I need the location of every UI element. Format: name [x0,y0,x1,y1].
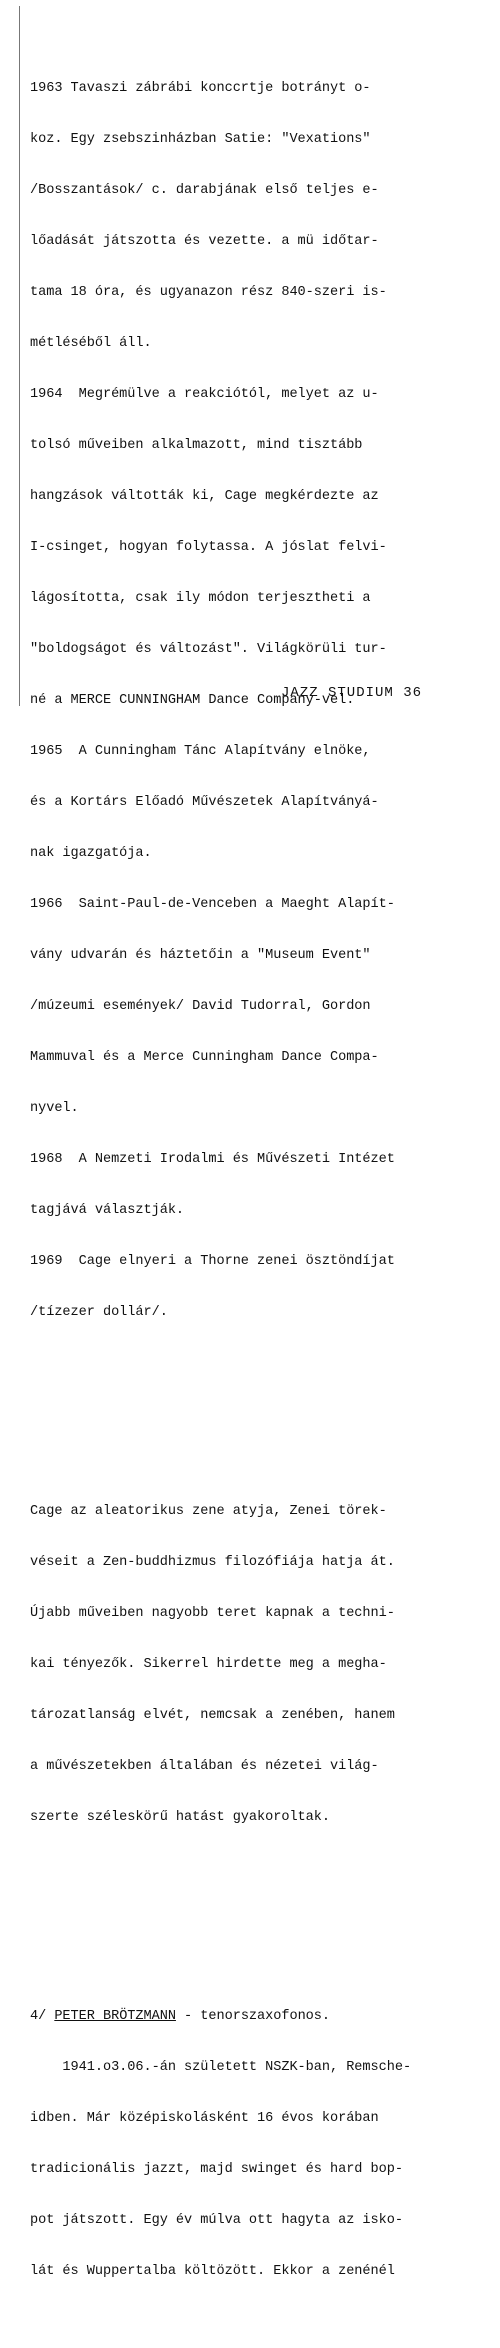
text-line: hangzások váltották ki, Cage megkérdezte az [30,489,379,504]
text-line: Újabb műveiben nagyobb teret kapnak a techni- [30,1606,395,1621]
text-line: vány udvarán és háztetőin a "Museum Event" [30,948,371,963]
text-line: idben. Már középiskolásként 16 évos korában [30,2111,379,2126]
text-line: 1963 Tavaszi zábrábi konccrtje botrányt o- [30,81,371,96]
text-line: né a MERCE CUNNINGHAM Dance Company-vel. [30,693,355,708]
text-line: 1965 A Cunningham Tánc Alapítvány elnöke, [30,744,371,759]
artist-name: PETER BRÖTZMANN [54,2009,176,2024]
paragraph-chronology [30,46,500,1355]
text-line: pot játszott. Egy év múlva ott hagyta az isko- [30,2213,403,2228]
text-line: és a Kortárs Előadó Művészetek Alapítványá- [30,795,379,810]
text-line: Cage az aleatorikus zene atyja, Zenei törek- [30,1504,387,1519]
text-line: koz. Egy zsebszinházban Satie: "Vexations" [30,132,371,147]
text-line: 1969 Cage elnyeri a Thorne zenei ösztöndíjat [30,1254,395,1269]
text-line: métléséből áll. [30,336,152,351]
margin-line [19,6,20,706]
text-line: 1966 Saint-Paul-de-Venceben a Maeght Alapít- [30,897,395,912]
text-line: nak igazgatója. [30,846,152,861]
text-line: /tízezer dollár/. [30,1305,168,1320]
text-line: nyvel. [30,1101,79,1116]
text-line: véseit a Zen-buddhizmus filozófiája hatja át. [30,1555,395,1570]
text-line: 1941.o3.06.-án született NSZK-ban, Remsche- [30,2060,412,2075]
text-line: 1968 A Nemzeti Irodalmi és Művészeti Intézet [30,1152,395,1167]
page-footer: JAZZ STUDIUM 36 [281,685,423,701]
text-line: I-csinget, hogyan folytassa. A jóslat felvi- [30,540,387,555]
paragraph-spacer [30,1911,500,1923]
text-line: tama 18 óra, és ugyanazon rész 840-szeri is- [30,285,387,300]
section-heading [30,2008,500,2025]
text-line: a művészetekben általában és nézetei világ- [30,1759,379,1774]
text-line: /múzeumi események/ David Tudorral, Gordon [30,999,371,1014]
text-line: tolsó műveiben alkalmazott, mind tisztább [30,438,363,453]
text-line: /Bosszantások/ c. darabjának első teljes e- [30,183,379,198]
text-line: tradicionális jazzt, majd swinget és hard bop- [30,2162,403,2177]
text-line: tagjává választják. [30,1203,185,1218]
section-number: 4/ [30,2009,47,2024]
text-line: lát és Wuppertalba költözött. Ekkor a zenénél [30,2264,395,2279]
paragraph-summary [30,1469,500,1860]
text-line: tározatlanság elvét, nemcsak a zenében, hanem [30,1708,395,1723]
text-line: szerte széleskörű hatást gyakoroltak. [30,1810,330,1825]
text-line: 1964 Megrémülve a reakciótól, melyet az u- [30,387,379,402]
text-line: lőadását játszotta és vezette. a mü időtar- [30,234,379,249]
page-body [30,12,500,2348]
text-line: "boldogságot és változást". Világkörüli tur- [30,642,387,657]
paragraph-spacer [30,1406,500,1418]
artist-role: - tenorszaxofonos. [175,2009,330,2024]
text-line: lágosította, csak ily módon terjesztheti a [30,591,371,606]
paragraph-brotzmann [30,1974,500,2314]
text-line: Mammuval és a Merce Cunningham Dance Compa- [30,1050,379,1065]
text-line: kai tényezők. Sikerrel hirdette meg a megha- [30,1657,387,1672]
